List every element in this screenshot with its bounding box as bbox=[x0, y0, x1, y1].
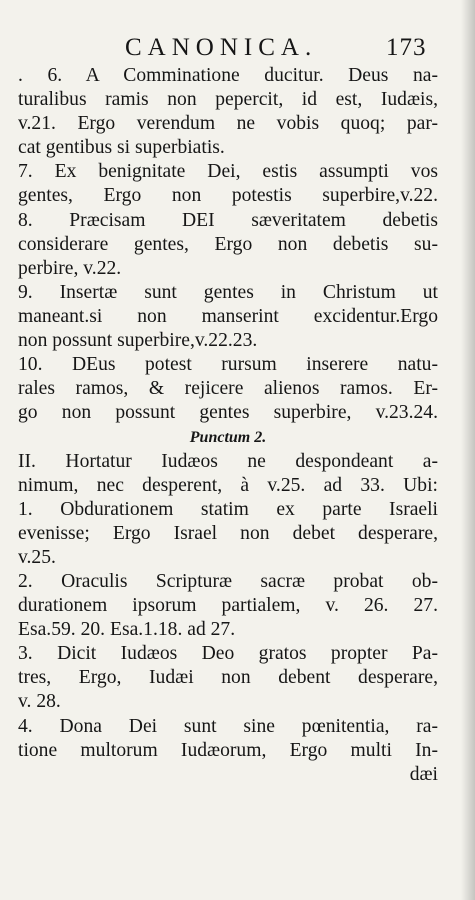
text-line: . 6. A Comminatione ducitur. Deus na- bbox=[18, 65, 438, 86]
text-line: nimum, nec desperent, à v.25. ad 33. Ubi: bbox=[18, 474, 438, 496]
page-number: 173 bbox=[386, 34, 427, 61]
text-line: turalibus ramis non pepercit, id est, Iudæis, bbox=[18, 89, 438, 111]
text-line: 9. Insertæ sunt gentes in Christum ut bbox=[18, 281, 438, 303]
text-line: dæi bbox=[409, 763, 438, 785]
text-line: 7. Ex benignitate Dei, estis assumpti vos bbox=[18, 161, 438, 183]
text-line: perbire, v.22. bbox=[18, 257, 122, 279]
text-line: v.25. bbox=[18, 546, 56, 568]
text-line: tione multorum Iudæorum, Ergo multi In- bbox=[18, 739, 438, 761]
text-line: 8. Præcisam DEI sæveritatem debetis bbox=[18, 209, 438, 231]
section-heading-label: Punctum 2. bbox=[189, 429, 267, 447]
text-line: rales ramos, & rejicere alienos ramos. Er- bbox=[18, 378, 438, 400]
text-line: v.21. Ergo verendum ne vobis quoq; par- bbox=[18, 113, 438, 135]
running-title: CANONICA. bbox=[125, 34, 318, 61]
text-line: v. 28. bbox=[18, 691, 61, 713]
text-line: durationem ipsorum partialem, v. 26. 27. bbox=[18, 595, 438, 617]
text-line: 1. Obdurationem statim ex parte Israeli bbox=[18, 498, 438, 520]
page-header bbox=[0, 34, 475, 68]
text-line: tres, Ergo, Iudæi non debent desperare, bbox=[18, 667, 438, 689]
text-line: gentes, Ergo non potestis superbire,v.22. bbox=[18, 185, 438, 207]
text-line: 4. Dona Dei sunt sine pœnitentia, ra- bbox=[18, 715, 438, 737]
text-line: go non possunt gentes superbire, v.23.24. bbox=[18, 402, 438, 424]
text-line: evenisse; Ergo Israel non debet desperare, bbox=[18, 522, 438, 544]
text-line: II. Hortatur Iudæos ne despondeant a- bbox=[18, 450, 438, 472]
text-line: maneant.si non manserint excidentur.Ergo bbox=[18, 305, 438, 327]
text-line: 10. DEus potest rursum inserere natu- bbox=[18, 354, 438, 376]
page-edge-shadow bbox=[461, 0, 475, 900]
text-line: 2. Oraculis Scripturæ sacræ probat ob- bbox=[18, 570, 438, 592]
text-line: Esa.59. 20. Esa.1.18. ad 27. bbox=[18, 619, 236, 641]
text-line: non possunt superbire,v.22.23. bbox=[18, 330, 258, 352]
body-text bbox=[18, 64, 438, 787]
text-line: cat gentibus si superbiatis. bbox=[18, 137, 225, 159]
text-line: considerare gentes, Ergo non debetis su- bbox=[18, 233, 438, 255]
text-line: 3. Dicit Iudæos Deo gratos propter Pa- bbox=[18, 643, 438, 665]
section-heading bbox=[18, 425, 438, 449]
